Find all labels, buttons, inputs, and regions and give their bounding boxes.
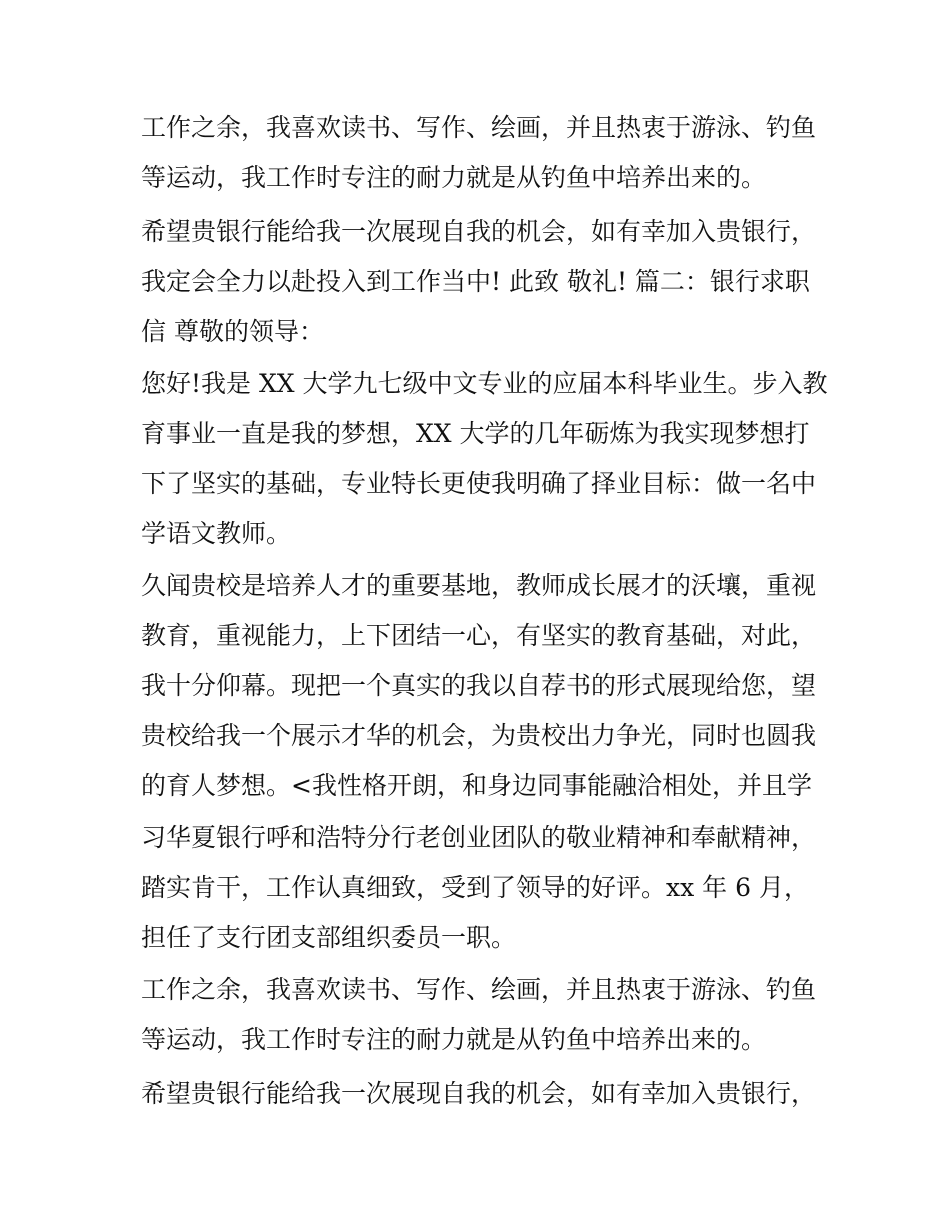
- text-line: 学语文教师。: [141, 519, 292, 548]
- text-line: 您好!我是 XX 大学九七级中文专业的应届本科毕业生。步入教: [141, 369, 828, 398]
- text-line: 踏实肯干，工作认真细致，受到了领导的好评。xx 年 6 月，: [141, 873, 809, 902]
- text-line: 的育人梦想。<我性格开朗，和身边同事能融洽相处，并且学: [141, 771, 812, 800]
- text-line: 等运动，我工作时专注的耐力就是从钓鱼中培养出来的。: [141, 163, 767, 192]
- text-line: 担任了支行团支部组织委员一职。: [141, 923, 517, 952]
- text-line: 我定会全力以赴投入到工作当中! 此致 敬礼! 篇二：银行求职: [141, 267, 810, 296]
- text-line: 信 尊敬的领导：: [141, 317, 324, 346]
- text-line: 习华夏银行呼和浩特分行老创业团队的敬业精神和奉献精神，: [141, 823, 817, 852]
- text-line: 育事业一直是我的梦想，XX 大学的几年砺炼为我实现梦想打: [141, 419, 810, 448]
- text-line: 希望贵银行能给我一次展现自我的机会，如有幸加入贵银行，: [141, 217, 817, 246]
- text-line: 希望贵银行能给我一次展现自我的机会，如有幸加入贵银行，: [141, 1079, 817, 1108]
- text-line: 久闻贵校是培养人才的重要基地，教师成长展才的沃壤，重视: [141, 571, 817, 600]
- text-line: 等运动，我工作时专注的耐力就是从钓鱼中培养出来的。: [141, 1025, 767, 1054]
- text-line: 教育，重视能力，上下团结一心，有坚实的教育基础，对此，: [141, 621, 817, 650]
- text-line: 工作之余，我喜欢读书、写作、绘画，并且热衷于游泳、钓鱼: [141, 975, 817, 1004]
- text-line: 贵校给我一个展示才华的机会，为贵校出力争光，同时也圆我: [141, 721, 817, 750]
- text-line: 工作之余，我喜欢读书、写作、绘画，并且热衷于游泳、钓鱼: [141, 113, 817, 142]
- text-line: 下了坚实的基础，专业特长更使我明确了择业目标：做一名中: [141, 469, 817, 498]
- text-line: 我十分仰幕。现把一个真实的我以自荐书的形式展现给您，望: [141, 671, 817, 700]
